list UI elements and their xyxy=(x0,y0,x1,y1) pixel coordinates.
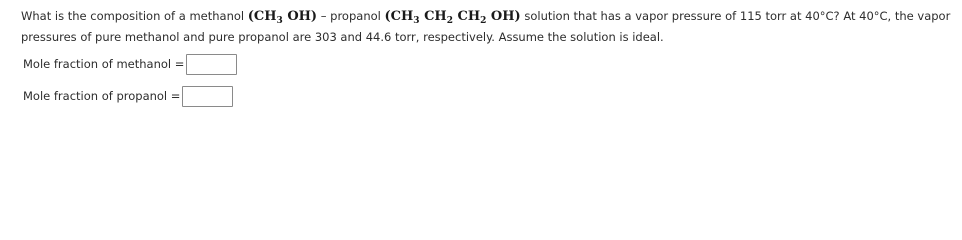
methanol-answer-row xyxy=(23,53,237,75)
methanol-mole-fraction-label: Mole fraction of methanol = xyxy=(23,57,185,71)
question-rest: solution that has a vapor pressure of 115 torr at 40°C? At 40°C, the vapor pressures of pure methanol and pure propanol are 303 and 44.6 torr, respectively. Assume the solution is ideal. xyxy=(21,9,951,44)
propanol-mole-fraction-label: Mole fraction of propanol = xyxy=(23,89,181,103)
propanol-formula: ($CH_3$ $CH_2$ $CH_2$ OH) xyxy=(384,9,521,26)
propanol-mole-fraction-input[interactable] xyxy=(182,86,233,107)
methanol-mole-fraction-input[interactable] xyxy=(186,54,237,75)
question-dash: – propanol xyxy=(317,9,385,23)
methanol-formula: ($CH_3$ OH) xyxy=(247,9,318,26)
question-text xyxy=(21,6,951,48)
propanol-answer-row xyxy=(23,85,233,107)
question-intro: What is the composition of a methanol xyxy=(21,9,248,23)
